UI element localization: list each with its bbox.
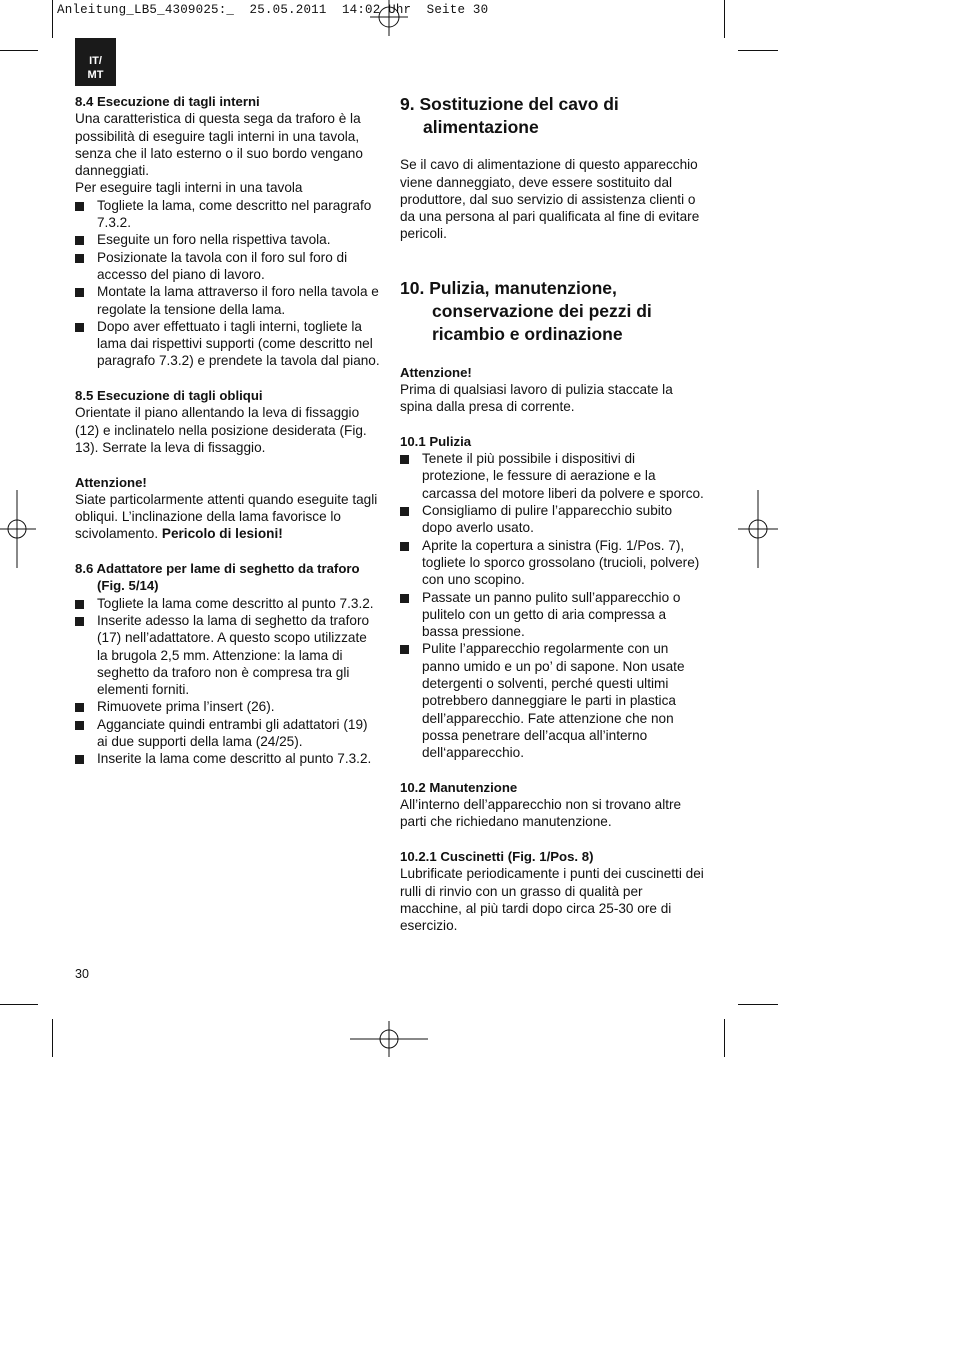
bullet-square-icon — [75, 254, 84, 263]
section-9-heading: 9. Sostituzione del cavo di alimentazione — [400, 94, 619, 137]
bullet-square-icon — [75, 202, 84, 211]
list-item: Posizionate la tavola con il foro sul foro di accesso del piano di lavoro. — [75, 249, 380, 284]
section-8-6-list — [75, 595, 380, 768]
section-10-1-title: 10.1 Pulizia — [400, 433, 472, 449]
bullet-square-icon — [75, 600, 84, 609]
list-item: Dopo aver effettuato i tagli interni, togliete la lama dai rispettivi supporti (come descritto nel paragrafo 7.3.2) e prendete la tavola dal piano. — [75, 318, 380, 370]
language-tab-line2: MT — [87, 69, 104, 81]
left-column — [75, 93, 380, 768]
crop-mark — [52, 0, 53, 38]
bullet-square-icon — [400, 455, 409, 464]
print-header: Anleitung_LB5_4309025:_ 25.05.2011 14:02 Uhr Seite 30 — [57, 3, 489, 17]
language-tab — [75, 38, 116, 86]
section-8-4-lead: Per eseguire tagli interni in una tavola — [75, 180, 303, 196]
section-9-text: Se il cavo di alimentazione di questo apparecchio viene danneggiato, deve essere sostituito dal produttore, dal suo servizio di assistenza clienti o da una persona al pari qualificata al fine di evitare pericoli. — [400, 157, 700, 242]
list-item: Rimuovete prima l’insert (26). — [75, 698, 380, 715]
section-8-4-title: 8.4 Esecuzione di tagli interni — [75, 94, 260, 109]
list-item: Togliete la lama, come descritto nel paragrafo 7.3.2. — [75, 197, 380, 232]
registration-mark-bottom-icon — [350, 1021, 428, 1057]
crop-mark — [52, 1019, 53, 1057]
section-10-heading: 10. Pulizia, manutenzione, conservazione dei pezzi di ricambio e ordinazione — [400, 278, 652, 345]
section-10-1-list — [400, 450, 705, 761]
right-column — [400, 93, 705, 934]
page-number: 30 — [75, 967, 89, 981]
list-item: Passate un panno pulito sull’apparecchio o pulitelo con un getto di aria compressa a bassa pressione. — [400, 589, 705, 641]
list-item: Inserite adesso la lama di seghetto da traforo (17) nell’adattatore. A questo scopo utilizzate la brugola 2,5 mm. Attenzione: la lama di seghetto da traforo non è compresa tra gli elementi forniti. — [75, 612, 380, 698]
list-item: Aprite la copertura a sinistra (Fig. 1/Pos. 7), togliete lo sporco grossolano (trucioli, polvere) con uno scopino. — [400, 537, 705, 589]
list-item: Montate la lama attraverso il foro nella tavola e regolate la tensione della lama. — [75, 283, 380, 318]
bullet-square-icon — [400, 507, 409, 516]
bullet-square-icon — [400, 594, 409, 603]
crop-mark — [0, 50, 38, 51]
bullet-square-icon — [75, 236, 84, 245]
warning-title: Attenzione! — [75, 474, 147, 490]
crop-mark — [738, 50, 778, 51]
bullet-square-icon — [75, 288, 84, 297]
warning-title: Attenzione! — [400, 364, 472, 380]
warning-emphasis: Pericolo di lesioni! — [161, 526, 283, 542]
list-item: Togliete la lama come descritto al punto 7.3.2. — [75, 595, 380, 612]
registration-mark-top-icon — [350, 0, 428, 38]
list-item: Pulite l’apparecchio regolarmente con un panno umido e un po’ di sapone. Non usate detergenti o solventi, perché questi ultimi potrebbero danneggiare le parti in plastica dell’apparecchio. Fate attenzione che non possa penetrare dell’acqua all’interno dell‘apparecchio. — [400, 640, 705, 761]
section-10-2-1-title: 10.2.1 Cuscinetti (Fig. 1/Pos. 8) — [400, 848, 594, 864]
bullet-square-icon — [400, 645, 409, 654]
registration-mark-left-icon — [0, 490, 38, 568]
language-tab-line1: IT/ — [89, 55, 102, 67]
crop-mark — [0, 1004, 38, 1005]
section-8-5-text: Orientate il piano allentando la leva di fissaggio (12) e inclinatelo nella posizione desiderata (Fig. 13). Serrate la leva di fissaggio. — [75, 405, 367, 455]
bullet-square-icon — [75, 617, 84, 626]
bullet-square-icon — [400, 542, 409, 551]
section-10-2-1-text: Lubrificate periodicamente i punti dei cuscinetti dei rulli di rinvio con un grasso di qualità per macchine, al più tardi dopo circa 25-30 ore di esercizio. — [400, 866, 704, 934]
section-10-2-title: 10.2 Manutenzione — [400, 779, 518, 795]
bullet-square-icon — [75, 755, 84, 764]
section-8-4-list — [75, 197, 380, 370]
list-item: Tenete il più possibile i dispositivi di protezione, le fessure di aerazione e la carcassa del motore liberi da polvere e sporco. — [400, 450, 705, 502]
warning-text: Siate particolarmente attenti quando eseguite tagli obliqui. L’inclinazione della lama favorisce lo scivolamento. Pericolo di lesioni! — [75, 491, 378, 542]
list-item: Agganciate quindi entrambi gli adattatori (19) ai due supporti della lama (24/25). — [75, 716, 380, 751]
bullet-square-icon — [75, 721, 84, 730]
registration-mark-right-icon — [738, 490, 778, 568]
section-8-4-intro: Una caratteristica di questa sega da traforo è la possibilità di eseguire tagli interni in una tavola, senza che il lato esterno o il suo bordo vengano danneggiati. — [75, 111, 363, 179]
crop-mark — [738, 1004, 778, 1005]
list-item: Eseguite un foro nella rispettiva tavola. — [75, 231, 380, 248]
crop-mark — [724, 0, 725, 38]
list-item: Consigliamo di pulire l’apparecchio subito dopo averlo usato. — [400, 502, 705, 537]
list-item: Inserite la lama come descritto al punto 7.3.2. — [75, 750, 380, 767]
section-8-6-title: 8.6 Adattatore per lame di seghetto da traforo (Fig. 5/14) — [75, 561, 360, 594]
bullet-square-icon — [75, 703, 84, 712]
crop-mark — [724, 1019, 725, 1057]
section-10-2-text: All’interno dell’apparecchio non si trovano altre parti che richiedano manutenzione. — [400, 797, 682, 830]
bullet-square-icon — [75, 323, 84, 332]
warning-text: Prima di qualsiasi lavoro di pulizia staccate la spina dalla presa di corrente. — [400, 381, 673, 415]
section-8-5-title: 8.5 Esecuzione di tagli obliqui — [75, 388, 263, 404]
